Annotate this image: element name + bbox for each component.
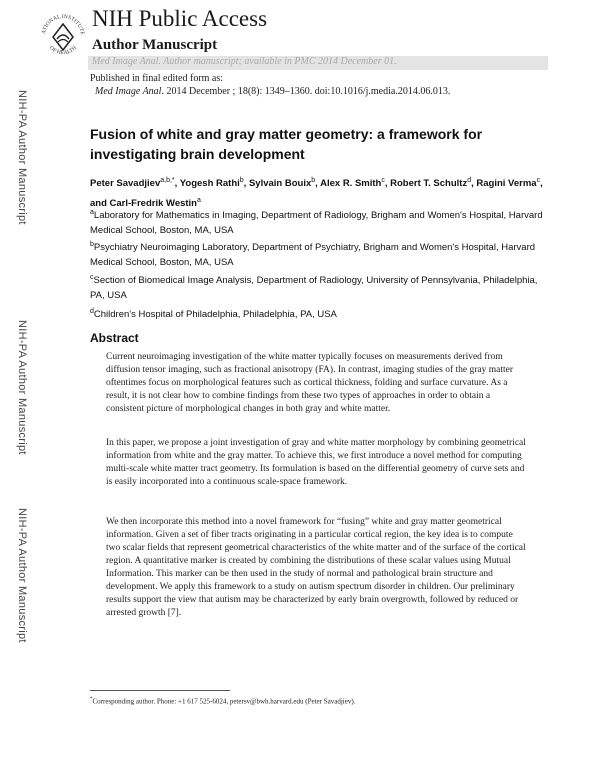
abstract-paragraph-2: In this paper, we propose a joint investigation of gray and white matter morphology by combining geometrical information from white and the gray matter. To achieve this, we first introduce a novel method for computing multi-scale white matter tract geometry. Its formulation is based on the differential geometry of curve sets and is easily incorporated into a continuous scale-space framework. (106, 438, 526, 487)
availability-bar (88, 56, 548, 70)
citation-details: . 2014 December ; 18(8): 1349–1360. doi:10.1016/j.media.2014.06.013. (161, 86, 451, 97)
affiliation-a (90, 205, 550, 238)
affiliation-sup: d (90, 308, 94, 315)
svg-text:OF HEALTH: OF HEALTH (48, 45, 78, 57)
side-label-1: NIH-PA Author Manuscript (16, 89, 28, 225)
author-separator: , (315, 178, 321, 190)
journal-name: Med Image Anal (95, 86, 162, 97)
article-title: Fusion of white and gray matter geometry: a framework for investigating brain development (90, 126, 483, 162)
author-separator: , (243, 178, 249, 190)
author: Yogesh Rathi (179, 178, 240, 190)
footnote-rule (90, 690, 230, 691)
affiliation-d (90, 304, 550, 322)
affiliation-text: Laboratory for Mathematics in Imaging, Department of Radiology, Brigham and Women's Hospital, Harvard Medical School, Boston, MA, USA (90, 210, 543, 237)
abstract-paragraph-1: Current neuroimaging investigation of the white matter typically focuses on measurements derived from diffusion tensor imaging, such as fractional anisotropy (FA). In contrast, imaging studies of the gray matter oftentimes focus on morphological features such as cortical thickness, folding and surface curvature. As a result, it is not clear how to combine findings from these two types of approaches in order to obtain a consistent picture of morphological changes in both gray and white matter. (106, 352, 514, 414)
svg-text:NATIONAL INSTITUTES: ATIONAL INSTITUTE (41, 13, 86, 36)
abstract-paragraph-3: We then incorporate this method into a novel framework for “fusing” white and gray matter geometrical information. Given a set of fiber tracts originating in a particular cortical region, the key idea is to compute two scalar fields that represent geometrical characteristics of the white matter and of the surface of the cortical region. A quantitative marker is created by combining the distributions of these scalar values using Mutual Information. This marker can be then used in the study of normal and pathological brain structure and development. We apply this framework to a study on autism spectrum disorder in children. Our preliminary results support the view that autism may be characterized by early brain overgrowth, followed by reduced or arrested growth [7]. (106, 517, 526, 618)
author: Alex R. Smith (320, 178, 382, 190)
author-separator: , (174, 178, 180, 190)
affiliation-sup: b (90, 241, 94, 248)
author: Ragini Verma (476, 178, 537, 190)
footnote (90, 697, 355, 705)
author-sup: b (311, 177, 316, 184)
affiliation-sup: c (90, 274, 94, 281)
footnote-marker: * (90, 697, 93, 702)
affiliation-text: Psychiatry Neuroimaging Laboratory, Department of Psychiatry, Brigham and Women's Hospital, Harvard Medical School, Boston, MA, USA (90, 242, 536, 269)
author-sup: a (197, 197, 201, 205)
affiliation-text: Children's Hospital of Philadelphia, Philadelphia, PA, USA (93, 309, 337, 321)
author-sup: c (381, 177, 385, 184)
nih-logo (40, 6, 86, 68)
author-separator: , (384, 178, 391, 190)
availability-text: Med Image Anal. Author manuscript; available in PMC 2014 December 01. (92, 56, 397, 67)
affiliation-sup: a (90, 209, 94, 216)
footnote-text: Corresponding author. Phone: +1 617 525-6024, petersv@bwh.harvard.edu (Peter Savadjiev). (92, 697, 356, 706)
author-sup: b (239, 177, 244, 184)
affiliation-c (90, 270, 550, 303)
side-label-2: NIH-PA Author Manuscript (16, 319, 28, 455)
published-label: Published in final edited form as: (90, 73, 224, 84)
author-sup: a,b,* (160, 177, 175, 184)
author: Sylvain Bouix (248, 178, 312, 190)
citation (95, 86, 450, 97)
nih-public-access-title: NIH Public Access (92, 6, 268, 31)
affiliation-b (90, 237, 550, 270)
author: Carl-Fredrik Westin (109, 198, 197, 210)
author-separator: , and (90, 178, 543, 210)
author-sup: d (467, 177, 472, 184)
author: Peter Savadjiev (90, 178, 161, 190)
affiliation-text: Section of Biomedical Image Analysis, Department of Radiology, University of Pennsylvania, Philadelphia, PA, USA (90, 275, 538, 302)
author: Robert T. Schultz (390, 178, 468, 190)
author-separator: , (471, 178, 477, 190)
author-manuscript-label: Author Manuscript (92, 37, 218, 53)
abstract-heading: Abstract (90, 331, 139, 345)
side-label-3: NIH-PA Author Manuscript (16, 507, 28, 643)
author-sup: c (536, 177, 541, 184)
